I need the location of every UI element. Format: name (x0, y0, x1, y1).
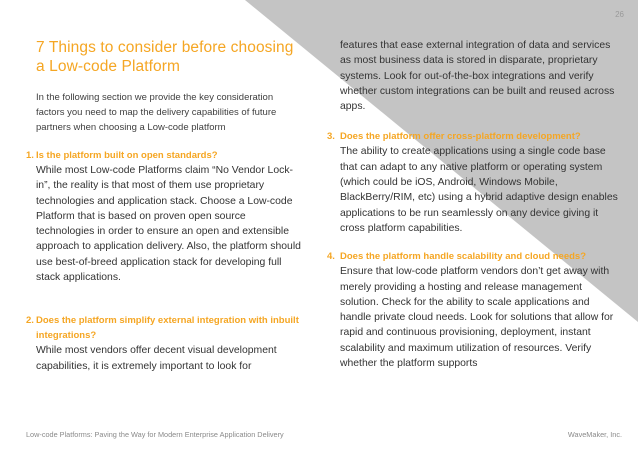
consideration-item-3 (327, 129, 619, 236)
footer-document-title: Low-code Platforms: Paving the Way for Modern Enterprise Application Delivery (26, 430, 284, 439)
item-question: Is the platform built on open standards? (36, 150, 218, 161)
consideration-item-1 (26, 148, 304, 285)
item-body: Ensure that low-code platform vendors don’t get away with merely providing a hosting and release management solution. Check for the ability to scale applications and handle private cloud needs. Look for solutions that allow for rapid and continuous provisioning, deployment, instant scalability and maximum utilization of resources. Verify whether the platform supports (340, 266, 614, 370)
item-question: Does the platform offer cross-platform development? (340, 131, 581, 143)
continuation-paragraph: features that ease external integration of data and services as most business data is stored in disparate, proprietary systems. Look for out-of-the-box integrations and verify whether custom integrations can be built and reused across apps. (340, 40, 615, 113)
page-title: 7 Things to consider before choosing a Low-code Platform (36, 39, 294, 75)
item-body: While most Low-code Platforms claim “No Vendor Lock-in”, the reality is that most of them use proprietary technologies and application stack. Choose a Low-code Platform that is based on proven open source technologies in order to ensure an open and extensible approach to application delivery. Also, the platform should use best-of-breed application stack for developing full stack applications. (36, 165, 301, 284)
consideration-item-4 (327, 249, 619, 371)
item-body: While most vendors offer decent visual development capabilities, it is extremely important to look for (36, 345, 277, 372)
consideration-item-2 (26, 313, 304, 374)
left-column (26, 38, 304, 374)
item-question: Does the platform simplify external integration with inbuilt integrations? (36, 315, 299, 342)
item-body: The ability to create applications using a single code base that can adapt to any native platform or operating system (which could be iOS, Android, Windows Mobile, BlackBerry/RIM, etc) using a hybrid adaptive design enables applications to be run seamlessly on any device giving it cross platform capabilities. (340, 146, 618, 234)
item-number: 4. (327, 251, 335, 263)
page-number: 26 (615, 10, 624, 19)
page-footer (26, 430, 622, 439)
right-column (327, 38, 619, 371)
item-number: 2. (26, 315, 34, 327)
footer-company-name: WaveMaker, Inc. (567, 430, 622, 439)
item-question: Does the platform handle scalability and cloud needs? (340, 251, 586, 263)
intro-paragraph: In the following section we provide the key consideration factors you need to map the delivery capabilities of future partners when choosing a Low-code platform (36, 92, 277, 133)
item-number: 1. (26, 150, 34, 161)
item-number: 3. (327, 131, 335, 143)
